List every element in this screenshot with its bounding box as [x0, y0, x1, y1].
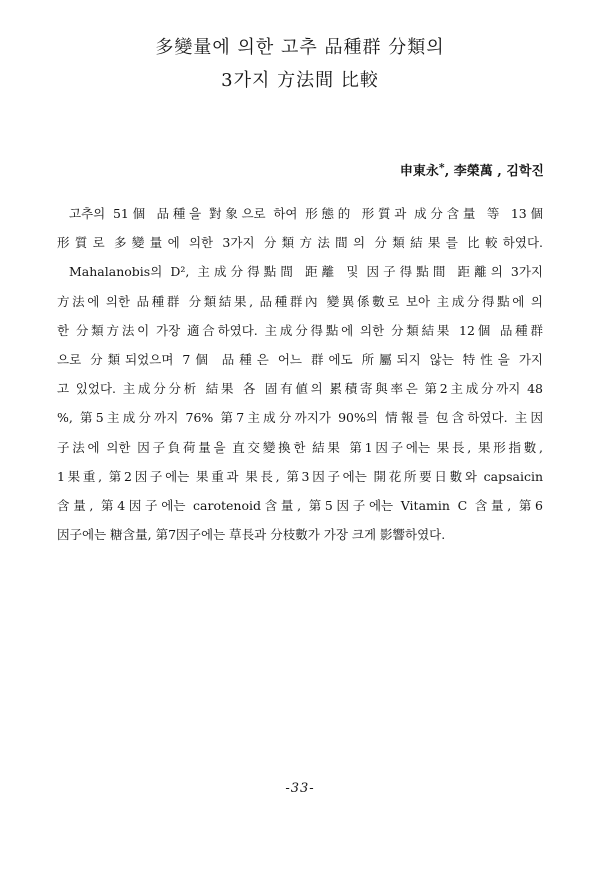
co-authors: , 李榮萬 , 김학진	[444, 164, 544, 179]
abstract-line: 方法에 의한 品種群 分類結果, 品種群內 變異係數로 보아 主成分得點에 의	[57, 293, 543, 309]
abstract-line: 形質로 多變量에 의한 3가지 分類方法間의 分類結果를 比較하였다.	[57, 235, 543, 251]
corresponding-author: 申東永	[399, 164, 439, 179]
abstract-line: 한 分類方法이 가장 適合하였다. 主成分得點에 의한 分類結果 12個 品種群	[57, 322, 543, 338]
page-number: -33-	[285, 781, 315, 796]
corresponding-author-mark: *	[438, 161, 445, 174]
paper-title-line-1: 多變量에 의한 고추 品種群 分類의	[155, 37, 445, 58]
abstract-line: 고추의 51個 品種을 對象으로 하여 形態的 形質과 成分含量 等 13個	[69, 206, 543, 221]
abstract-line: 고 있었다. 主成分分析 結果 各 固有値의 累積寄與率은 第2主成分까지 48	[57, 381, 543, 397]
abstract-body	[57, 199, 543, 549]
paper-title-line-2: 3가지 方法間 比較	[221, 70, 379, 91]
abstract-line: 1果重, 第2因子에는 果重과 果長, 第3因子에는 開花所要日數와 capsaicin	[57, 468, 543, 484]
abstract-line: Mahalanobis의 D², 主成分得點間 距離 및 因子得點間 距離의 3가지	[69, 264, 543, 280]
abstract-line: 으로 分類되었으며 7個 品種은 어느 群에도 所屬되지 않는 特性을 가지	[57, 351, 543, 367]
abstract-line: 含量, 第4因子에는 carotenoid含量, 第5因子에는 Vitamin C 含量, 第6	[57, 497, 543, 513]
abstract-line: %, 第5主成分까지 76% 第7主成分까지가 90%의 情報를 包含하였다. 主因	[57, 410, 543, 426]
abstract-line: 子法에 의한 因子負荷量을 直交變換한 結果 第1因子에는 果長, 果形指數,	[57, 439, 543, 455]
author-list	[400, 159, 544, 181]
abstract-line: 因子에는 糖含量, 第7因子에는 草長과 分枝數가 가장 크게 影響하였다.	[57, 527, 446, 543]
